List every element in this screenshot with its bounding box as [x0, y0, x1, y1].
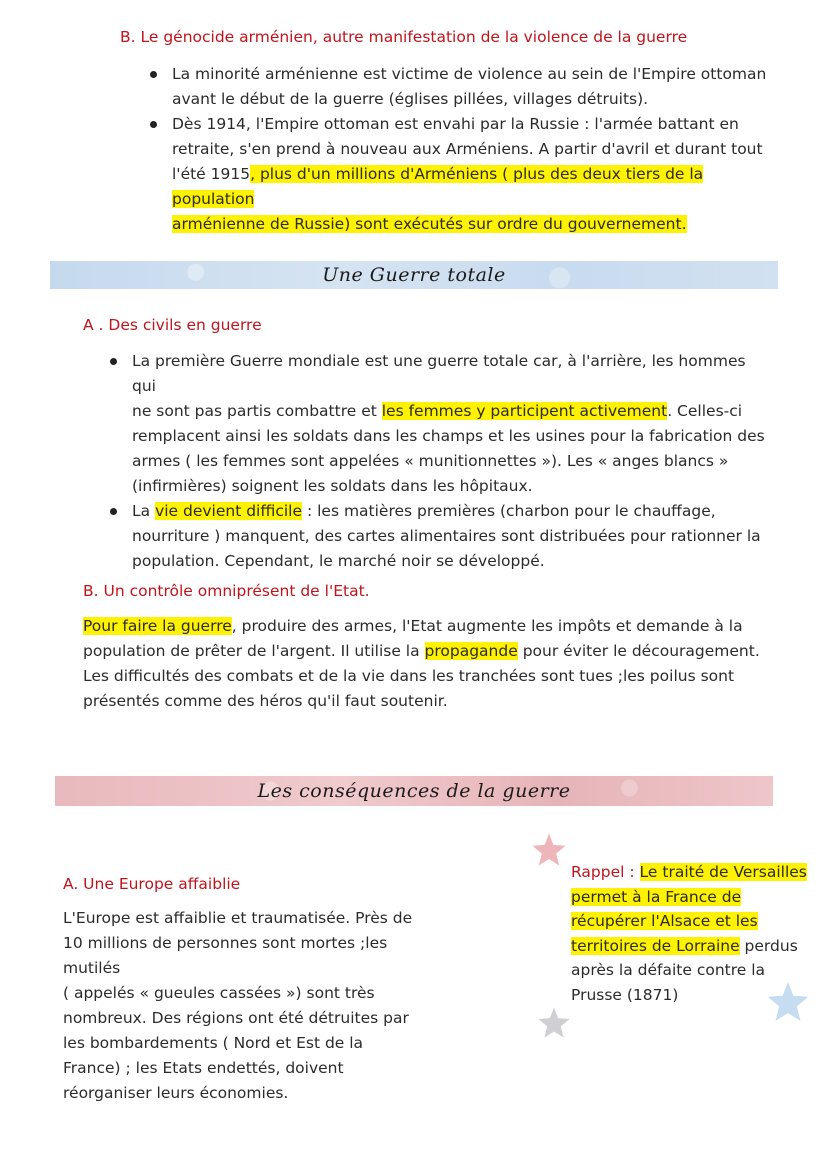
text-line: [571, 934, 816, 959]
text-line: Les difficultés des combats et de la vie dans les tranchées sont tues ;les poilus sont: [83, 667, 735, 685]
text-line: population. Cependant, le marché noir se développé.: [132, 552, 545, 570]
text-line: remplacent ainsi les soldats dans les champs et les usines pour la fabrication des: [132, 427, 765, 445]
text-plain: ne sont pas partis combattre et: [132, 402, 382, 420]
text-line: [132, 499, 772, 524]
text-line: L'Europe est affaiblie et traumatisée. Près de: [63, 909, 413, 927]
genocide-bullet-list: [172, 62, 772, 237]
text-line: [83, 614, 773, 639]
highlighted-text: Le traité de Versailles: [639, 863, 807, 881]
europe-paragraph: [63, 906, 443, 1106]
text-line: Prusse (1871): [571, 985, 679, 1004]
text-line: nourriture ) manquent, des cartes alimentaires sont distribuées pour rationner la: [132, 527, 761, 545]
etat-paragraph: [83, 614, 773, 714]
text-line: après la défaite contre la: [571, 961, 766, 979]
text-plain: pour éviter le découragement.: [517, 642, 760, 660]
text-line: La minorité arménienne est victime de violence au sein de l'Empire ottoman: [172, 65, 767, 83]
highlighted-text: territoires de Lorraine: [571, 936, 740, 955]
blue-star-icon: [766, 980, 810, 1024]
text-plain: perdus: [739, 936, 798, 955]
banner-title: Une Guerre totale: [322, 264, 506, 286]
text-plain: population de prêter de l'argent. Il utilise la: [83, 642, 425, 660]
text-line: retraite, s'en prend à nouveau aux Arméniens. A partir d'avril et durant tout: [172, 140, 763, 158]
highlighted-text: vie devient difficile: [155, 502, 303, 520]
text-plain: La: [132, 502, 156, 520]
star-shape: [538, 1007, 569, 1037]
text-line: France) ; les Etats endettés, doivent: [63, 1059, 344, 1077]
text-line: [172, 212, 772, 237]
highlighted-text: permet à la France de: [571, 887, 742, 906]
text-plain: : les matières premières (charbon pour le chauffage,: [302, 502, 716, 520]
highlighted-text: Pour faire la guerre: [83, 617, 232, 635]
text-line: présentés comme des héros qu'il faut soutenir.: [83, 692, 448, 710]
highlighted-text: les femmes y participent activement: [381, 402, 668, 420]
text-line: nombreux. Des régions ont été détruites par: [63, 1009, 409, 1027]
highlighted-text: arménienne de Russie) sont exécutés sur ordre du gouvernement.: [172, 215, 687, 233]
text-plain: , produire des armes, l'Etat augmente les impôts et demande à la: [231, 617, 743, 635]
text-plain: l'été 1915: [172, 165, 251, 183]
genocide-bullet-2: [172, 112, 772, 237]
text-line: [571, 909, 816, 934]
text-line: (infirmières) soignent les soldats dans les hôpitaux.: [132, 477, 533, 495]
banner-guerre-totale: [50, 261, 778, 289]
rappel-label: Rappel :: [571, 863, 635, 881]
grey-star-icon: [537, 1006, 571, 1040]
text-line: [571, 885, 816, 910]
europe-heading: A. Une Europe affaiblie: [63, 875, 241, 893]
genocide-bullet-1: [172, 62, 772, 112]
text-line: La première Guerre mondiale est une guerre totale car, à l'arrière, les hommes qui: [132, 352, 746, 395]
civils-heading: A . Des civils en guerre: [83, 316, 262, 334]
etat-heading: B. Un contrôle omniprésent de l'Etat.: [83, 582, 370, 600]
civils-bullet-2: [132, 499, 772, 574]
text-line: armes ( les femmes sont appelées « munitionnettes »). Les « anges blancs »: [132, 452, 729, 470]
text-line: ( appelés « gueules cassées ») sont très: [63, 984, 375, 1002]
text-line: [571, 860, 816, 885]
civils-bullet-list: [132, 349, 772, 574]
text-line: les bombardements ( Nord et Est de la: [63, 1034, 364, 1052]
star-shape: [533, 834, 566, 866]
highlighted-text: récupérer l'Alsace et les: [571, 912, 758, 930]
star-shape: [768, 982, 808, 1021]
pink-star-icon: [531, 832, 567, 868]
text-line: Dès 1914, l'Empire ottoman est envahi par la Russie : l'armée battant en: [172, 115, 739, 133]
text-line: 10 millions de personnes sont mortes ;les mutilés: [63, 934, 388, 977]
highlighted-text: propagande: [424, 642, 518, 660]
text-line: avant le début de la guerre (églises pillées, villages détruits).: [172, 90, 649, 108]
text-line: réorganiser leurs économies.: [63, 1084, 289, 1102]
text-plain: . Celles-ci: [667, 402, 743, 420]
banner-consequences: [55, 776, 773, 806]
civils-bullet-1: [132, 349, 772, 499]
text-line: [172, 162, 772, 212]
text-line: [132, 399, 772, 424]
banner-title: Les conséquences de la guerre: [257, 780, 571, 802]
text-line: [83, 639, 773, 664]
highlighted-text: , plus d'un millions d'Arméniens ( plus des deux tiers de la population: [172, 165, 704, 208]
genocide-heading: B. Le génocide arménien, autre manifestation de la violence de la guerre: [120, 28, 688, 46]
